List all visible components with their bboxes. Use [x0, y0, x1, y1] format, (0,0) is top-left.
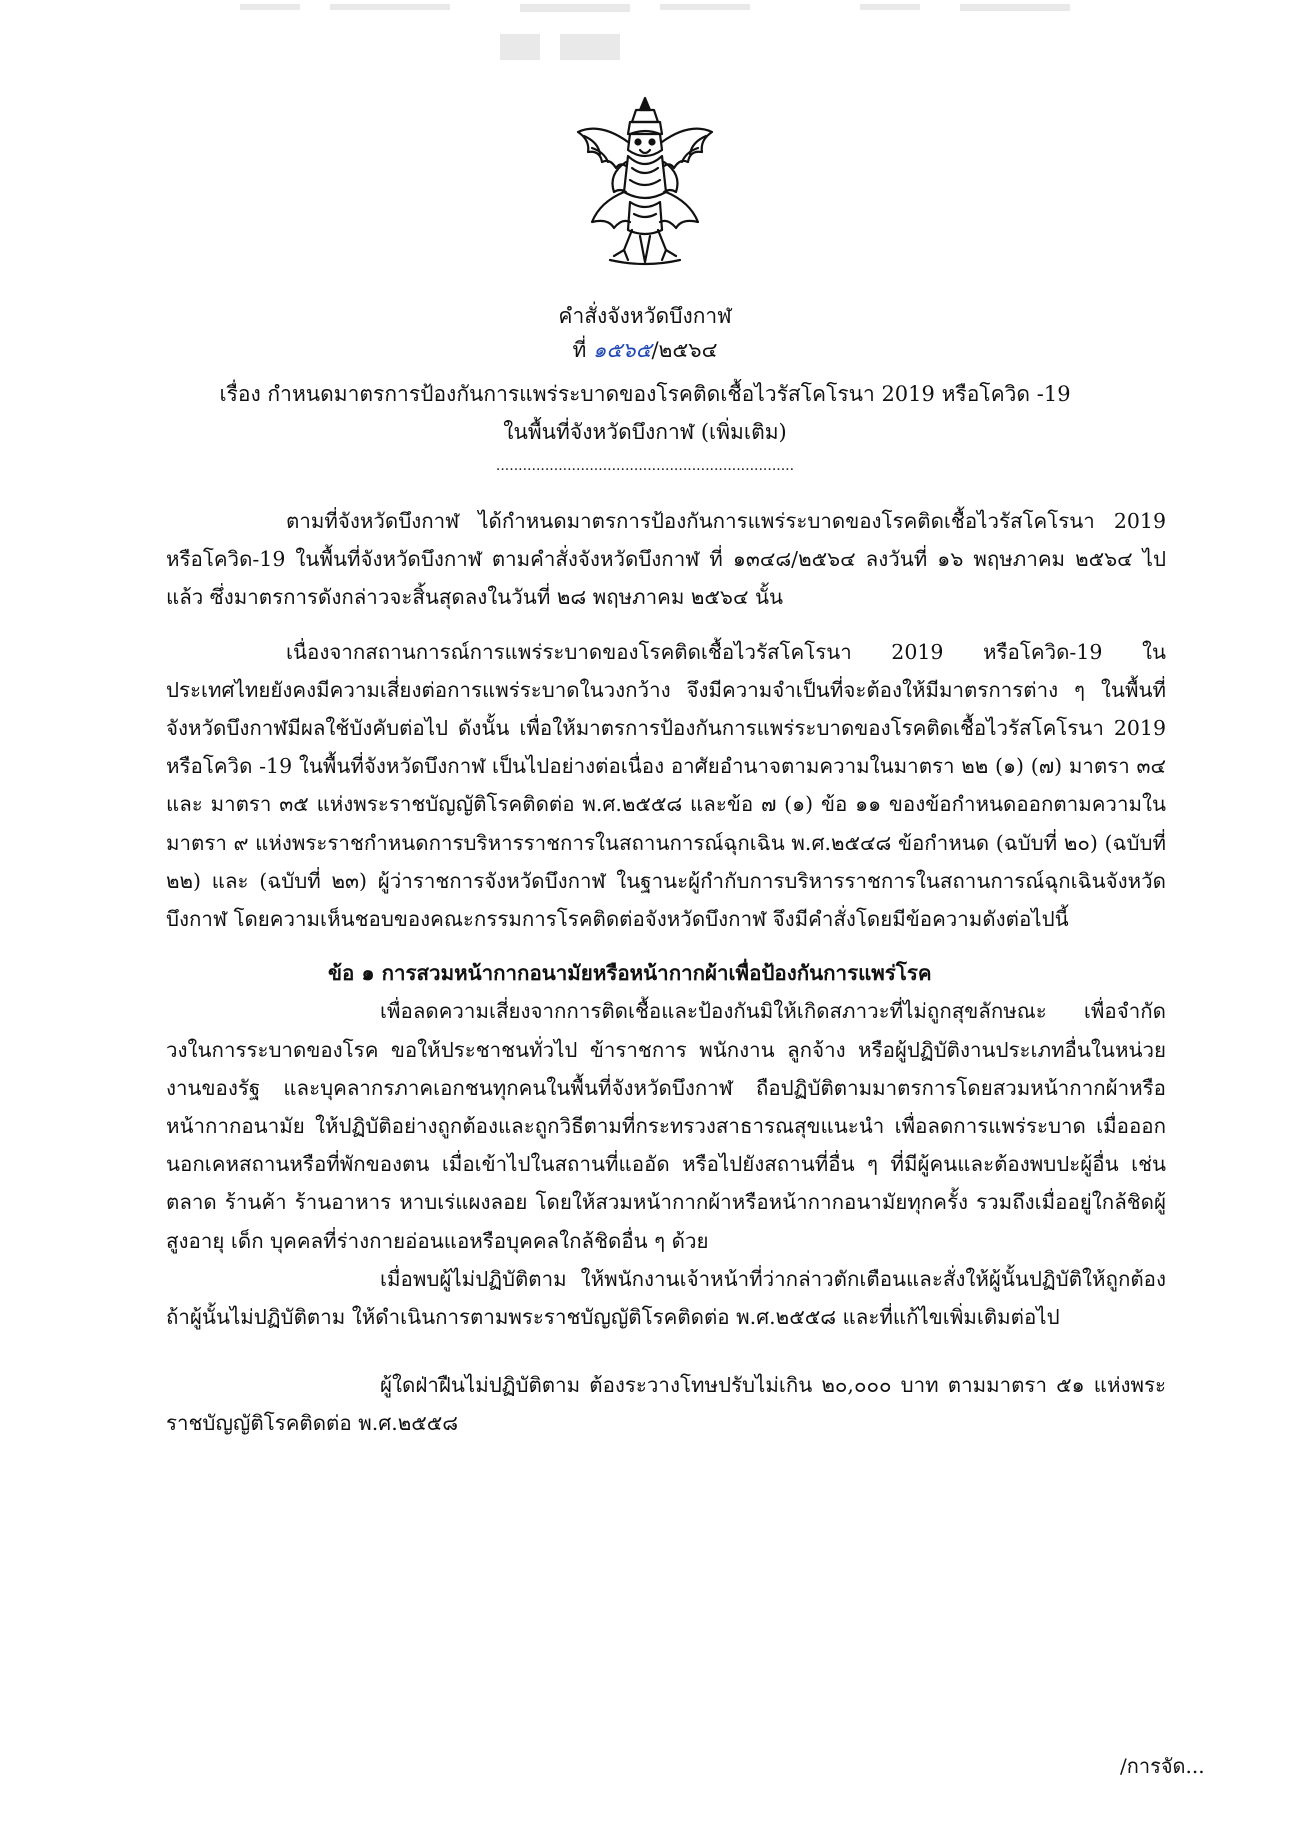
garuda-emblem-icon — [570, 92, 720, 270]
scan-bleed-marks — [0, 0, 1290, 70]
subject-line-1: เรื่อง กำหนดมาตรการป้องกันการแพร่ระบาดของโรคติดเชื้อไวรัสโคโรนา 2019 หรือโควิด -19 — [219, 382, 1071, 406]
order-number-year: /๒๕๖๔ — [651, 338, 718, 362]
page-continuation: /การจัด... — [1120, 1754, 1205, 1778]
clause-1-enforcement: เมื่อพบผู้ไม่ปฏิบัติตาม ให้พนักงานเจ้าหน้าที่ว่ากล่าวตักเตือนและสั่งให้ผู้นั้นปฏิบัติให้ถูกต้อง ถ้าผู้นั้นไม่ปฏิบัติตาม ให้ดำเนินการตามพระราชบัญญัติโรคติดต่อ พ.ศ.๒๕๕๘ และที่แก้ไขเพิ่มเติมต่อไป — [166, 1266, 1166, 1330]
order-number-handwritten: ๑๕๖๕ — [593, 338, 652, 362]
separator-dots: ................................................................... — [495, 458, 795, 474]
subject-line-2: ในพื้นที่จังหวัดบึงกาฬ (เพิ่มเติม) — [503, 420, 787, 444]
order-number — [0, 334, 1290, 367]
document-body — [166, 502, 1166, 1459]
clause-1-heading: ข้อ ๑ การสวมหน้ากากอนามัยหรือหน้ากากผ้าเพื่อป้องกันการแพร่โรค — [328, 961, 932, 986]
order-title: คำสั่งจังหวัดบึงกาฬ — [558, 304, 732, 328]
order-number-prefix: ที่ — [572, 338, 594, 362]
clause-1-mask-requirement: เพื่อลดความเสี่ยงจากการติดเชื้อและป้องกันมิให้เกิดสภาวะที่ไม่ถูกสุขลักษณะ เพื่อจำกัดวงในการระบาดของโรค ขอให้ประชาชนทั่วไป ข้าราชการ พนักงาน ลูกจ้าง หรือผู้ปฏิบัติงานประเภทอื่นในหน่วยงานของรัฐ และบุคลากรภาคเอกชนทุกคนในพื้นที่จังหวัดบึงกาฬ ถือปฏิบัติตามมาตรการโดยสวมหน้ากากผ้าหรือหน้ากากอนามัย ให้ปฏิบัติอย่างถูกต้องและถูกวิธีตามที่กระทรวงสาธารณสุขแนะนำ เพื่อลดการแพร่ระบาด เมื่อออกนอกเคหสถานหรือที่พักของตน เมื่อเข้าไปในสถานที่แออัด หรือไปยังสถานที่อื่น ๆ ที่มีผู้คนและต้องพบปะผู้อื่น เช่น ตลาด ร้านค้า ร้านอาหาร หาบเร่แผงลอย โดยให้สวมหน้ากากผ้าหรือหน้ากากอนามัยทุกครั้ง รวมถึงเมื่ออยู่ใกล้ชิดผู้สูงอายุ เด็ก บุคคลที่ร่างกายอ่อนแอหรือบุคคลใกล้ชิดอื่น ๆ ด้วย — [166, 999, 1166, 1253]
paragraph-authority: เนื่องจากสถานการณ์การแพร่ระบาดของโรคติดเชื้อไวรัสโคโรนา 2019 หรือโควิด-19 ในประเทศไทยยังคงมีความเสี่ยงต่อการแพร่ระบาดในวงกว้าง จึงมีความจำเป็นที่จะต้องให้มีมาตรการต่าง ๆ ในพื้นที่จังหวัดบึงกาฬมีผลใช้บังคับต่อไป ดังนั้น เพื่อให้มาตรการป้องกันการแพร่ระบาดของโรคติดเชื้อไวรัสโคโรนา 2019 หรือโควิด -19 ในพื้นที่จังหวัดบึงกาฬ เป็นไปอย่างต่อเนื่อง อาศัยอำนาจตามความในมาตรา ๒๒ (๑) (๗) มาตรา ๓๔ และ มาตรา ๓๕ แห่งพระราชบัญญัติโรคติดต่อ พ.ศ.๒๕๕๘ และข้อ ๗ (๑) ข้อ ๑๑ ของข้อกำหนดออกตามความในมาตรา ๙ แห่งพระราชกำหนดการบริหารราชการในสถานการณ์ฉุกเฉิน พ.ศ.๒๕๔๘ ข้อกำหนด (ฉบับที่ ๒๐) (ฉบับที่ ๒๒) และ (ฉบับที่ ๒๓) ผู้ว่าราชการจังหวัดบึงกาฬ ในฐานะผู้กำกับการบริหารราชการในสถานการณ์ฉุกเฉินจังหวัดบึงกาฬ โดยความเห็นชอบของคณะกรรมการโรคติดต่อจังหวัดบึงกาฬ จึงมีคำสั่งโดยมีข้อความดังต่อไปนี้ — [166, 639, 1166, 932]
paragraph-reference: ตามที่จังหวัดบึงกาฬ ได้กำหนดมาตรการป้องกันการแพร่ระบาดของโรคติดเชื้อไวรัสโคโรนา 2019 หรือโควิด-19 ในพื้นที่จังหวัดบึงกาฬ ตามคำสั่งจังหวัดบึงกาฬ ที่ ๑๓๔๘/๒๕๖๔ ลงวันที่ ๑๖ พฤษภาคม ๒๕๖๔ ไปแล้ว ซึ่งมาตรการดังกล่าวจะสิ้นสุดลงในวันที่ ๒๘ พฤษภาคม ๒๕๖๔ นั้น — [166, 509, 1166, 610]
clause-1-penalty: ผู้ใดฝ่าฝืนไม่ปฏิบัติตาม ต้องระวางโทษปรับไม่เกิน ๒๐,๐๐๐ บาท ตามมาตรา ๕๑ แห่งพระราชบัญญัติโรคติดต่อ พ.ศ.๒๕๕๘ — [166, 1373, 1166, 1436]
